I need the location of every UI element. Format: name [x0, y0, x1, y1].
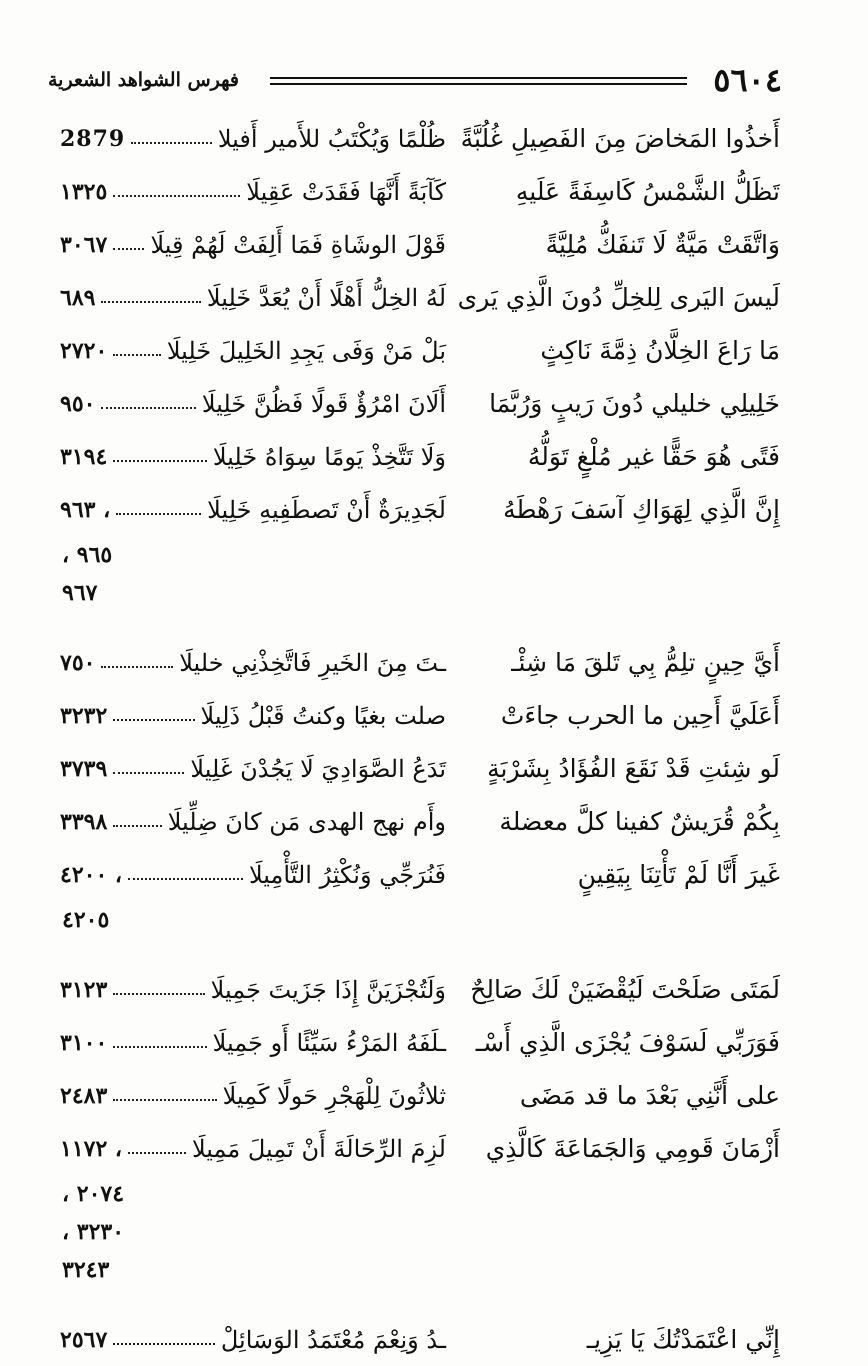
- verse-second-hemistich-line: [60, 1313, 446, 1366]
- verse-first-hemistich: بِكُمْ قُرَيشٌ كفينا كلَّ معضلة: [499, 807, 780, 836]
- verse-reference-number: ٦٨٩: [60, 284, 96, 311]
- verse-second-hemistich: ـلَفَهُ المَرْءُ سَيِّئًا أَو جَمِيلَا: [212, 1028, 446, 1057]
- verse-reference-number: ٢٧٢٠: [60, 337, 108, 364]
- verse-second-hemistich: كَآبَةً أَنَّهَا فَقَدَتْ عَقِيلَا: [246, 177, 446, 206]
- verse-row: [0, 377, 868, 430]
- verse-reference-continuation: ٣٢٤٣: [62, 1257, 110, 1283]
- verse-first-hemistich: أَخذُوا المَخاضَ مِنَ الفَصِيلِ غُلُبَّةً: [460, 124, 780, 153]
- verse-reference-number: ٩٦٣ ،: [60, 496, 111, 523]
- verse-second-hemistich: وَلَا تَتَّخِذْ يَومًا سِوَاهُ خَلِيلَا: [212, 442, 446, 471]
- verse-first-hemistich: إِنَّ الَّذِي لِهَوَاكِ آسَفَ رَهْطَهُ: [503, 495, 780, 524]
- verse-second-hemistich: وَلَتُجْزَيَنَّ إِذَا جَزَيتَ جَمِيلَا: [210, 975, 446, 1004]
- dot-leader: [113, 770, 184, 774]
- verse-second-hemistich: وأَم نهج الهدى مَن كانَ ضِلِّيلَا: [167, 807, 446, 836]
- dot-leader: [116, 511, 201, 515]
- verse-reference-continuation: ٩٦٧: [62, 580, 98, 606]
- verse-second-hemistich: بَلْ مَنْ وَفَى يَجِدِ الخَلِيلَ خَلِيلَا: [166, 336, 446, 365]
- dot-leader: [113, 352, 161, 356]
- verse-first-hemistich: أَعَلَيَّ أَحِين ما الحرب جاءَتْ: [500, 701, 780, 730]
- verse-second-hemistich: قَوْلَ الوشَاةِ فَمَا أَلِفَتْ لَهُمْ قِيلَا: [150, 230, 446, 259]
- verse-row: [0, 963, 868, 1016]
- dot-leader: [113, 246, 144, 250]
- verse-second-hemistich-line: [60, 483, 446, 536]
- verse-reference-number: ٣٧٣٩: [60, 755, 108, 782]
- verse-second-hemistich: لَزِمَ الرِّحَالَةَ أَنْ تَمِيلَ مَمِيلَا: [191, 1134, 446, 1163]
- verse-second-hemistich-line: [60, 377, 446, 430]
- verse-row: [0, 795, 868, 848]
- verse-index: [0, 112, 868, 1366]
- verse-second-hemistich-line: [60, 1069, 446, 1122]
- verse-reference-number: ٣١٠٠: [60, 1029, 108, 1056]
- verse-first-hemistich: على أَنَّنِي بَعْدَ ما قد مَضَى: [519, 1081, 780, 1110]
- verse-reference-number: ٩٥٠: [60, 390, 96, 417]
- verse-reference-continuation: ، ٢٠٧٤: [62, 1181, 125, 1207]
- verse-first-hemistich: مَا رَاعَ الخِلَّانُ ذِمَّةَ نَاكِثٍ: [540, 336, 780, 365]
- verse-second-hemistich: لَهُ الخِلُّ أَهْلًا أَنْ يُعَدَّ خَلِيلَا: [206, 283, 446, 312]
- verse-reference-number: ٢٤٨٣: [60, 1082, 108, 1109]
- verse-row: [0, 271, 868, 324]
- verse-first-hemistich: لَيسَ اليَرى لِلخِلِّ دُونَ الَّذِي يَرى: [457, 283, 780, 312]
- verse-row: [0, 165, 868, 218]
- dot-leader: [113, 458, 207, 462]
- dot-leader: [113, 193, 240, 197]
- verse-row: [0, 218, 868, 271]
- dot-leader: [113, 823, 161, 827]
- verse-row: [0, 742, 868, 795]
- header-rule: [270, 83, 687, 85]
- dot-leader: [113, 1044, 206, 1048]
- verse-second-hemistich-line: [60, 848, 446, 901]
- verse-second-hemistich-line: [60, 112, 446, 165]
- verse-first-hemistich: لَو شِئتِ قَدْ نَقَعَ الفُؤَادُ بِشَرْبَةٍ: [487, 754, 780, 783]
- verse-second-hemistich: ثلاثُونَ لِلْهَجْرِ حَولًا كَمِيلَا: [222, 1081, 446, 1110]
- verse-second-hemistich-line: [60, 430, 446, 483]
- verse-second-hemistich-line: [60, 795, 446, 848]
- verse-first-hemistich: أَزْمَانَ قَومِي وَالجَمَاعَةَ كَالَّذِي: [485, 1134, 780, 1163]
- verse-second-hemistich: ـدُ وَنِعْمَ مُعْتَمَدُ الوَسَائِلْ: [220, 1325, 446, 1354]
- verse-reference-continuation: ، ٣٢٣٠: [62, 1219, 125, 1245]
- verse-second-hemistich-line: [60, 324, 446, 377]
- verse-second-hemistich: صلت بغيًا وكنتُ قَبْلُ ذَلِيلَا: [200, 701, 446, 730]
- verse-reference-number: ٣٣٩٨: [60, 808, 108, 835]
- verse-row: [0, 1313, 868, 1366]
- verse-row: [0, 848, 868, 901]
- verse-reference-number: ١٣٢٥: [60, 178, 108, 205]
- verse-reference-number: ١١٧٢ ،: [60, 1135, 123, 1162]
- reference-continuation-row: [0, 1175, 868, 1213]
- verse-row: [0, 483, 868, 536]
- verse-reference-number: 2879: [60, 125, 126, 152]
- reference-continuation-row: [0, 901, 868, 939]
- verse-second-hemistich: تَدَعُ الصَّوَادِيَ لَا يَجُدْنَ غَلِيلَا: [190, 754, 446, 783]
- verse-first-hemistich: وَاتَّقَتْ مَيَّةٌ لَا تَنفَكُّ مُلِيَّةً: [545, 230, 780, 259]
- reference-continuation-row: [0, 574, 868, 612]
- verse-row: [0, 1016, 868, 1069]
- reference-continuation-row: [0, 1251, 868, 1289]
- verse-reference-continuation: ، ٩٦٥: [62, 542, 113, 568]
- verse-first-hemistich: خَلِيلِي خليلي دُونَ رَيبٍ وَرُبَّمَا: [489, 389, 780, 418]
- dot-leader: [128, 1150, 186, 1154]
- verse-row: [0, 689, 868, 742]
- verse-second-hemistich-line: [60, 636, 446, 689]
- header-rule: [270, 77, 687, 79]
- group-spacer: [0, 939, 868, 963]
- verse-second-hemistich-line: [60, 218, 446, 271]
- verse-second-hemistich-line: [60, 963, 446, 1016]
- verse-reference-number: ٣١٢٣: [60, 976, 108, 1003]
- dot-leader: [113, 717, 194, 721]
- verse-reference-number: ٤٢٠٠ ،: [60, 861, 123, 888]
- verse-first-hemistich: لَمَتَى صَلَحْتَ لَيُقْضَيَنْ لَكَ صَالِحٌ: [470, 975, 780, 1004]
- page-header: [40, 60, 782, 100]
- verse-reference-number: ٣٠٦٧: [60, 231, 108, 258]
- verse-second-hemistich-line: [60, 689, 446, 742]
- verse-first-hemistich: أَيَّ حِينٍ تلِمُّ بِي تَلقَ مَا شِئْـ: [511, 648, 780, 677]
- verse-second-hemistich: أَلَانَ امْرُؤٌ قَولًا فَظُنَّ خَلِيلَا: [201, 389, 446, 418]
- verse-second-hemistich-line: [60, 271, 446, 324]
- verse-first-hemistich: فَتًى هُوَ حَقًّا غير مُلْغٍ تَوَلُّهُ: [527, 442, 780, 471]
- verse-row: [0, 636, 868, 689]
- reference-continuation-row: [0, 536, 868, 574]
- verse-first-hemistich: إِنِّي اعْتَمَدْتُكَ يَا يَزِيـ: [586, 1325, 780, 1354]
- page-number: ٥٦٠٤: [713, 61, 782, 99]
- verse-reference-number: ٧٥٠: [60, 649, 96, 676]
- verse-reference-number: ٣١٩٤: [60, 443, 108, 470]
- dot-leader: [101, 405, 195, 409]
- verse-first-hemistich: غَيرَ أَنَّا لَمْ تَأْتِنَا بِيَقِينٍ: [577, 860, 780, 889]
- verse-row: [0, 1122, 868, 1175]
- verse-first-hemistich: تَظَلُّ الشَّمْسُ كَاسِفَةً عَلَيهِ: [515, 177, 780, 206]
- dot-leader: [128, 876, 243, 880]
- verse-second-hemistich: لَجَدِيرَةٌ أَنْ تَصطَفِيهِ خَلِيلَا: [207, 495, 446, 524]
- verse-row: [0, 324, 868, 377]
- verse-reference-continuation: ٤٢٠٥: [62, 907, 110, 933]
- dot-leader: [131, 140, 212, 144]
- verse-first-hemistich: فَوَرَبِّي لَسَوْفَ يُجْزَى الَّذِي أَسْـ: [475, 1028, 780, 1057]
- dot-leader: [101, 299, 200, 303]
- verse-second-hemistich-line: [60, 1122, 446, 1175]
- dot-leader: [101, 664, 173, 668]
- verse-reference-number: ٢٥٦٧: [60, 1326, 108, 1353]
- verse-second-hemistich-line: [60, 165, 446, 218]
- group-spacer: [0, 612, 868, 636]
- verse-row: [0, 112, 868, 165]
- verse-second-hemistich: ظُلْمًا وَيُكْتَبُ للأَمير أَفيلا: [217, 124, 446, 153]
- verse-second-hemistich: ـتَ مِنَ الخَيرِ فَاتَّخِذْنِي خليلَا: [179, 648, 446, 677]
- verse-row: [0, 1069, 868, 1122]
- verse-second-hemistich: فَنُرَجِّي وَنُكْثِرُ التَّأْمِيلَا: [248, 860, 446, 889]
- group-spacer: [0, 1289, 868, 1313]
- verse-second-hemistich-line: [60, 742, 446, 795]
- verse-second-hemistich-line: [60, 1016, 446, 1069]
- verse-reference-number: ٣٢٣٢: [60, 702, 108, 729]
- verse-row: [0, 430, 868, 483]
- dot-leader: [113, 991, 204, 995]
- reference-continuation-row: [0, 1213, 868, 1251]
- dot-leader: [113, 1097, 216, 1101]
- running-title: فهرس الشواهد الشعرية: [48, 69, 239, 91]
- dot-leader: [113, 1341, 215, 1345]
